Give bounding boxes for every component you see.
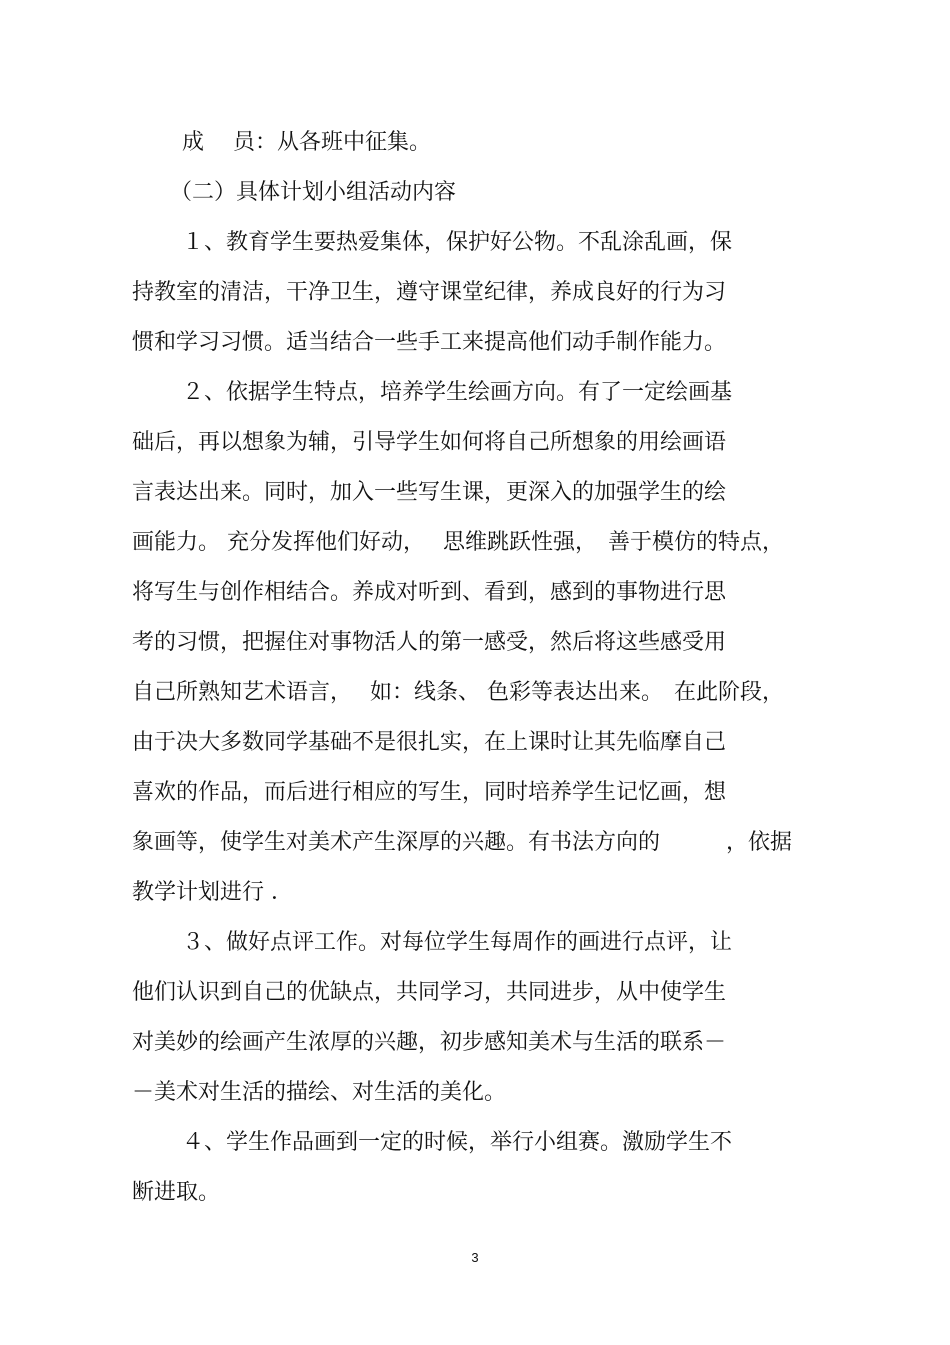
section-heading: （二）具体计划小组活动内容 [170,180,457,205]
item-2-line-1: ２、依据学生特点，培养学生绘画方向。有了一定绘画基 [182,380,733,405]
item-2-line-11: 教学计划进行 ． [132,880,293,905]
item-3-line-1: ３、做好点评工作。对每位学生每周作的画进行点评，让 [182,930,733,955]
item-2-line-7: 自己所熟知艺术语言， 如：线条、 色彩等表达出来。 在此阶段， [132,680,784,705]
item-3-line-2: 他们认识到自己的优缺点，共同学习，共同进步，从中使学生 [132,980,727,1005]
item-2-line-10: 象画等，使学生对美术产生深厚的兴趣。有书法方向的 ，依据 [132,830,793,855]
item-2-line-5: 将写生与创作相结合。养成对听到、看到，感到的事物进行思 [132,580,727,605]
item-2-line-9: 喜欢的作品，而后进行相应的写生，同时培养学生记忆画，想 [132,780,727,805]
item-1-line-2: 持教室的清洁，干净卫生，遵守课堂纪律，养成良好的行为习 [132,280,727,305]
members-line: 成 员：从各班中征集。 [182,130,431,155]
page-number: 3 [471,1250,479,1265]
item-1-line-1: １、教育学生要热爱集体，保护好公物。不乱涂乱画，保 [182,230,733,255]
item-3-line-3: 对美妙的绘画产生浓厚的兴趣，初步感知美术与生活的联系－ [132,1030,727,1055]
item-2-line-8: 由于决大多数同学基础不是很扎实，在上课时让其先临摩自己 [132,730,727,755]
item-1-line-3: 惯和学习习惯。适当结合一些手工来提高他们动手制作能力。 [132,330,727,355]
item-2-line-4: 画能力。 充分发挥他们好动， 思维跳跃性强， 善于模仿的特点， [132,530,784,555]
item-2-line-3: 言表达出来。同时，加入一些写生课，更深入的加强学生的绘 [132,480,727,505]
item-4-line-1: ４、学生作品画到一定的时候，举行小组赛。激励学生不 [182,1130,733,1155]
item-2-line-6: 考的习惯，把握住对事物活人的第一感受，然后将这些感受用 [132,630,727,655]
item-4-line-2: 断进取。 [132,1180,221,1205]
item-3-line-4: －美术对生活的描绘、对生活的美化。 [132,1080,507,1105]
item-2-line-2: 础后，再以想象为辅，引导学生如何将自己所想象的用绘画语 [132,430,727,455]
